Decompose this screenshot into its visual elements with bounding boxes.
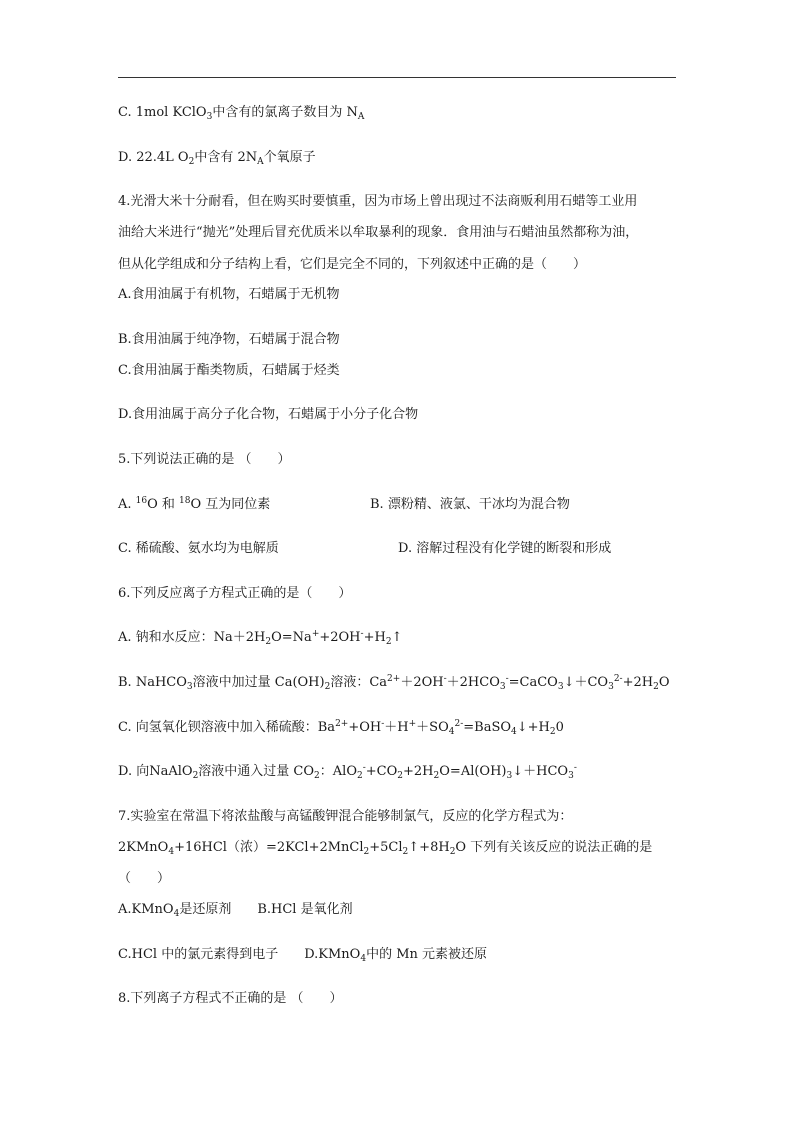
q7-stem: 7.实验室在常温下将浓盐酸与高锰酸钾混合能够制氯气，反应的化学方程式为： [118,809,573,824]
q7-options-ab: A.KMnO$_4$是还原剂 B.HCl 是氧化剂 [118,902,353,919]
q8-stem: 8.下列离子方程式不正确的是 （ ） [118,991,343,1006]
q7-answer-paren: （ ） [118,871,171,886]
q6-option-b: B. NaHCO$_3$溶液中加过量 $Ca(OH)_2$溶液：$Ca^{2+}+2OH^-+2HCO_3^-=CaCO_3↓+CO_3^{2-}+2H_2O$ [118,674,670,692]
q6-option-a: A. 钠和水反应：$Na+2H_2O=Na^++2OH^-+H_2↑$ [118,629,403,647]
q7-options-cd: C.HCl 中的氯元素得到电子 D.KMnO$_4$中的 Mn 元素被还原 [118,947,488,964]
q4-stem-line-2: 油给大米进行“抛光”处理后冒充优质米以牟取暴利的现象．食用油与石蜡油虽然都称为油， [118,225,639,240]
q3-option-c: C. 1mol KClO$_3$中含有的氯离子数目为 $N_A$ [118,105,365,122]
q5-option-a: A. $^{16}$O 和 $^{18}$O 互为同位素 [118,496,271,512]
q6-stem: 6.下列反应离子方程式正确的是（ ） [118,586,352,601]
q5-option-d: D. 溶解过程没有化学键的断裂和形成 [398,541,612,556]
q4-option-a: A.食用油属于有机物，石蜡属于无机物 [118,287,340,302]
q5-option-b: B. 漂粉精、液氯、干冰均为混合物 [370,497,570,512]
header-rule [118,77,676,78]
q4-option-d: D.食用油属于高分子化合物，石蜡属于小分子化合物 [118,407,419,422]
q4-stem-line-1: 4.光滑大米十分耐看，但在购买时要慎重，因为市场上曾出现过不法商贩利用石蜡等工业用 [118,194,638,209]
q3-option-d: D. 22.4L $O_2$中含有 $2N_A$个氧原子 [118,150,316,167]
q5-option-c: C. 稀硫酸、氨水均为电解质 [118,541,279,556]
q7-equation: 2KMnO$_4$+16HCl（浓）$=2KCl+2MnCl_2+5Cl_2↑+8H_2O$ 下列有关该反应的说法正确的是 [118,840,653,857]
q4-option-b: B.食用油属于纯净物，石蜡属于混合物 [118,332,340,347]
q6-option-c: C. 向氢氧化钡溶液中加入稀硫酸：$Ba^{2+}+OH^-+H^++SO_4^{2-}=BaSO_4↓+H_20$ [118,719,564,737]
q6-option-d: D. 向NaAlO$_2$溶液中通入过量 $CO_2$：$AlO_2^-+CO_2+2H_2O=Al(OH)_3↓+HCO_3^-$ [118,763,577,781]
q4-option-c: C.食用油属于酯类物质，石蜡属于烃类 [118,363,340,378]
q5-stem: 5.下列说法正确的是 （ ） [118,452,291,467]
q4-stem-line-3: 但从化学组成和分子结构上看，它们是完全不同的，下列叙述中正确的是（ ） [118,257,587,272]
